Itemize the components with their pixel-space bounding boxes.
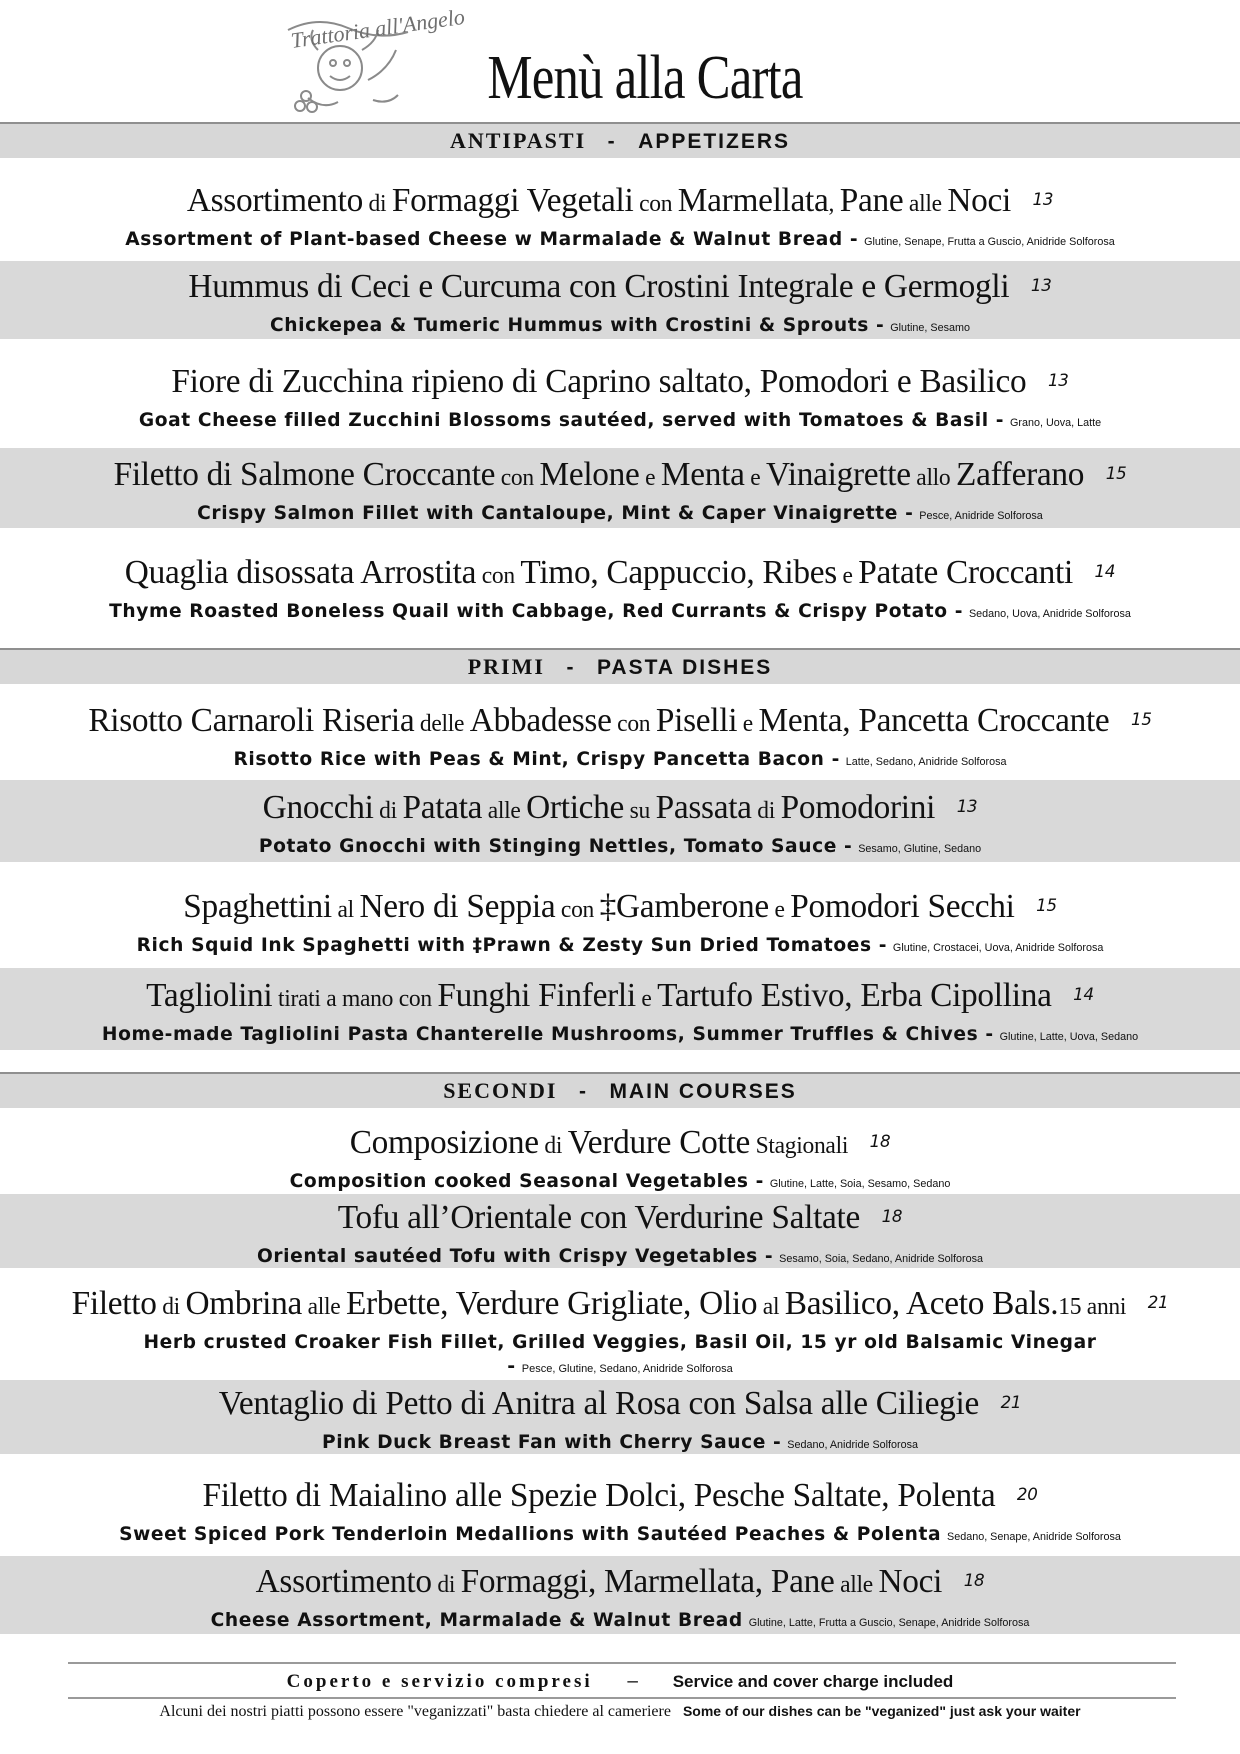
dish-name-part: Ombrina (185, 1285, 302, 1322)
dish-name-part: Piselli (655, 702, 738, 739)
dish-name-en (12, 226, 1228, 255)
dish-name-part: Pomodori Secchi (790, 888, 1015, 925)
dish-name-part: Assortimento (255, 1563, 432, 1600)
dish-description-en: Sweet Spiced Pork Tenderloin Medallions with Sautéed Peaches & Polenta (119, 1523, 942, 1545)
dish-name-part: Pane (839, 182, 904, 219)
dish-name-part: alle (903, 191, 948, 217)
dish-item (0, 968, 1240, 1050)
dish-description-en: Potato Gnocchi with Stinging Nettles, Tomato Sauce - (258, 835, 853, 857)
dish-name-en (12, 932, 1228, 961)
dish-item (0, 1556, 1240, 1634)
dish-name-it (12, 261, 1228, 312)
dish-name-part: Timo, Cappuccio, Ribes (520, 554, 837, 591)
dish-allergens: Sesamo, Soia, Sedano, Anidride Solforosa (779, 1253, 984, 1265)
dish-price: 15 (1131, 710, 1152, 730)
dish-name-en (12, 1607, 1228, 1636)
dish-name-it (12, 968, 1228, 1021)
dish-name-part: tirati a mano con (272, 986, 438, 1012)
dish-name-part: Menta, Pancetta Croccante (758, 702, 1110, 739)
dish-name-it (12, 546, 1228, 598)
dish-name-part: Filetto di Salmone Croccante (113, 456, 496, 493)
dish-name-part: al (757, 1294, 785, 1320)
dish-name-en (12, 407, 1228, 436)
dish-price: 15 (1036, 896, 1057, 916)
dish-name-it (12, 1194, 1228, 1243)
dish-name-part: Fiore di Zucchina ripieno di Caprino saltato, Pomodori e Basilico (171, 363, 1027, 400)
dish-price: 21 (1147, 1293, 1169, 1313)
dish-name-part: Pomodorini (780, 789, 936, 826)
section-title-it: ANTIPASTI (449, 128, 587, 153)
dish-description-en: Risotto Rice with Peas & Mint, Crispy Pancetta Bacon - (233, 748, 840, 770)
dish-name-en (12, 598, 1228, 627)
dish-name-it (12, 1380, 1228, 1429)
dish-name-en (12, 1243, 1228, 1272)
dish-name-part: con (476, 563, 521, 589)
dish-name-en (12, 1329, 1228, 1355)
dish-name-part: Tofu all’Orientale con Verdurine Saltate (337, 1199, 861, 1236)
dish-allergens: Sesamo, Glutine, Sedano (858, 843, 982, 855)
dish-name-it (12, 448, 1228, 500)
dish-name-part: 15 anni (1058, 1294, 1127, 1320)
section-title-it: PRIMI (467, 654, 545, 679)
dish-description-en: Assortment of Plant-based Cheese w Marmalade & Walnut Bread - (125, 228, 859, 250)
dish-name-it (12, 356, 1228, 407)
dish-description-en: Crispy Salmon Fillet with Cantaloupe, Mint & Caper Vinaigrette - (197, 502, 914, 524)
dish-description-en: Home-made Tagliolini Pasta Chanterelle Mushrooms, Summer Truffles & Chives - (101, 1023, 994, 1045)
dish-item (0, 546, 1240, 626)
dish-name-part: Menta (660, 456, 745, 493)
dish-name-en (12, 1429, 1228, 1458)
dish-name-it (12, 1118, 1228, 1168)
dish-description-en: Chickepea & Tumeric Hummus with Crostini & Sprouts - (270, 314, 885, 336)
dish-allergens: Glutine, Latte, Frutta a Guscio, Senape, Anidride Solforosa (748, 1617, 1030, 1629)
dish-name-en (12, 746, 1228, 775)
dish-name-part: alle (482, 798, 527, 824)
dish-name-part: Abbadesse (469, 702, 612, 739)
dish-name-part: e (744, 465, 766, 491)
dish-price: 13 (956, 797, 978, 817)
dish-allergens: Glutine, Senape, Frutta a Guscio, Anidride Solforosa (864, 236, 1115, 248)
dish-description-en: Thyme Roasted Boneless Quail with Cabbage, Red Currants & Crispy Potato - (109, 600, 964, 622)
dish-name-part: con (495, 465, 540, 491)
dish-price: 15 (1105, 464, 1127, 484)
dish-name-part: di (362, 191, 392, 217)
dish-description-en: Rich Squid Ink Spaghetti with ‡Prawn & Zesty Sun Dried Tomatoes - (136, 934, 888, 956)
dish-item (0, 356, 1240, 434)
dish-name-part: di (431, 1572, 461, 1598)
dish-price: 13 (1047, 371, 1069, 391)
dish-name-part: Gnocchi (262, 789, 374, 826)
dish-item (0, 174, 1240, 254)
dish-name-part: Formaggi Vegetali (391, 182, 634, 219)
dish-name-en (12, 500, 1228, 529)
dish-name-part: Patate Croccanti (858, 554, 1073, 591)
dish-name-it (12, 1280, 1228, 1329)
section-header-secondi: SECONDI - MAIN COURSES (0, 1072, 1240, 1108)
section-title-en: APPETIZERS (638, 130, 791, 153)
dish-allergens: Glutine, Sesamo (890, 322, 970, 334)
section-header-antipasti: ANTIPASTI - APPETIZERS (0, 122, 1240, 158)
page-title: Menù alla Carta (487, 44, 803, 112)
dish-item (0, 1380, 1240, 1454)
dish-name-part: di (751, 798, 781, 824)
dish-name-part: Noci (878, 1563, 943, 1600)
dish-name-it (12, 880, 1228, 932)
footer-divider (68, 1697, 1176, 1699)
dish-name-part: Tartufo Estivo, Erba Cipollina (657, 977, 1052, 1014)
dish-name-en-continued (0, 1355, 1240, 1380)
dish-description-en: Cheese Assortment, Marmalade & Walnut Bread (210, 1609, 743, 1631)
dish-name-it (12, 694, 1228, 746)
dish-name-part: Marmellata (677, 182, 829, 219)
dish-allergens: Pesce, Anidride Solforosa (919, 510, 1043, 522)
dish-price: 14 (1094, 562, 1116, 582)
dish-allergens: Grano, Uova, Latte (1010, 417, 1102, 429)
dish-allergens: Glutine, Latte, Soia, Sesamo, Sedano (769, 1178, 951, 1190)
footer-service-note: Coperto e servizio compresi – Service and cover charge included (286, 1671, 954, 1692)
dish-name-part: Spaghettini (183, 888, 332, 925)
dish-price: 18 (881, 1207, 903, 1227)
dish-price: 20 (1016, 1485, 1038, 1505)
dish-name-part: di (538, 1133, 568, 1159)
dish-name-part: con (633, 191, 678, 217)
dish-name-part: alle (301, 1294, 346, 1320)
dish-allergens: Glutine, Crostacei, Uova, Anidride Solforosa (892, 942, 1104, 954)
dish-name-part: Funghi Finferli (437, 977, 636, 1014)
dish-item (0, 1118, 1240, 1194)
dish-name-part: Composizione (349, 1124, 539, 1161)
footer-divider (68, 1662, 1176, 1664)
dish-allergens: Pesce, Glutine, Sedano, Anidride Solforosa (521, 1363, 733, 1375)
dish-allergens: Glutine, Latte, Uova, Sedano (999, 1031, 1139, 1043)
dish-item (0, 1470, 1240, 1548)
trattoria-logo (278, 3, 467, 120)
dish-name-part: Assortimento (186, 182, 363, 219)
section-title-en: MAIN COURSES (609, 1080, 797, 1103)
dish-name-part: Quaglia disossata Arrostita (124, 554, 477, 591)
dish-name-part: al (331, 897, 360, 923)
dish-item (0, 880, 1240, 960)
dish-item (0, 261, 1240, 339)
dish-name-en (12, 1168, 1228, 1197)
dish-allergens: Sedano, Uova, Anidride Solforosa (968, 608, 1131, 620)
dish-price: 13 (1030, 276, 1052, 296)
dish-description-en: Composition cooked Seasonal Vegetables - (289, 1170, 764, 1192)
dish-name-part: e (639, 465, 661, 491)
dish-name-part: Filetto (71, 1285, 157, 1322)
dish-name-part: su (624, 798, 656, 824)
dish-name-part: di (373, 798, 403, 824)
dish-name-it (12, 780, 1228, 833)
dish-name-part: Erbette, Verdure Grigliate, Olio (345, 1285, 758, 1322)
section-header-primi: PRIMI - PASTA DISHES (0, 648, 1240, 684)
dish-name-en (12, 1021, 1228, 1050)
dish-name-it (12, 174, 1228, 226)
dish-item (0, 1194, 1240, 1268)
dish-price: 18 (963, 1571, 985, 1591)
section-title-it: SECONDI (443, 1078, 558, 1103)
dish-name-part: Formaggi, Marmellata, Pane (460, 1563, 835, 1600)
dish-description-en: Herb crusted Croaker Fish Fillet, Grilled Veggies, Basil Oil, 15 yr old Balsamic Vinegar (143, 1331, 1097, 1353)
dish-name-part: Melone (539, 456, 640, 493)
footer-vegan-note: Alcuni dei nostri piatti possono essere "veganizzati" basta chiedere al cameriere Some of our dishes can be "veganized" just ask your waiter (159, 1703, 1081, 1720)
dish-name-part: Verdure Cotte (567, 1124, 750, 1161)
dish-name-en (12, 1521, 1228, 1550)
dish-name-en (12, 833, 1228, 862)
dish-description-en: Goat Cheese filled Zucchini Blossoms sautéed, served with Tomatoes & Basil - (138, 409, 1005, 431)
dish-allergens: Latte, Sedano, Anidride Solforosa (845, 756, 1007, 768)
dish-price: 13 (1032, 190, 1054, 210)
dish-description-en: Oriental sautéed Tofu with Crispy Vegetables - (256, 1245, 774, 1267)
dish-name-part: e (836, 563, 859, 589)
dish-name-part: Ortiche (526, 789, 625, 826)
dish-name-part: Zafferano (956, 456, 1085, 493)
dish-name-it (12, 1470, 1228, 1521)
dish-name-part: Patata (402, 789, 483, 826)
dish-name-part: alle (834, 1572, 879, 1598)
dish-name-part: di (156, 1294, 186, 1320)
dish-name-part: Ventaglio di Petto di Anitra al Rosa con Salsa alle Ciliegie (218, 1385, 979, 1422)
dish-allergens: Sedano, Anidride Solforosa (787, 1439, 919, 1451)
dish-name-part: e (768, 897, 791, 923)
dish-name-en (12, 312, 1228, 341)
dish-name-part: Passata (655, 789, 752, 826)
dish-name-part: Noci (947, 182, 1011, 219)
dish-name-part: Nero di Seppia (359, 888, 556, 925)
dish-item (0, 780, 1240, 862)
section-title-en: PASTA DISHES (596, 656, 773, 679)
dish-name-it (12, 1556, 1228, 1607)
dish-name-part: e (635, 986, 658, 1012)
dish-name-part: ‡Gamberone (599, 888, 769, 925)
dish-item (0, 448, 1240, 528)
dish-name-part: allo (910, 465, 957, 491)
dish-name-part: Tagliolini (146, 977, 273, 1014)
dish-price: 14 (1073, 985, 1094, 1005)
dish-price: 21 (1000, 1393, 1022, 1413)
dish-name-part: Vinaigrette (765, 456, 911, 493)
dish-name-part: Hummus di Ceci e Curcuma con Crostini Integrale e Germogli (188, 268, 1010, 305)
dish-item (0, 1280, 1240, 1380)
dish-name-part: Basilico, Aceto Bals. (784, 1285, 1059, 1322)
dish-name-part: , (828, 191, 840, 217)
dish-name-part: Filetto di Maialino alle Spezie Dolci, Pesche Saltate, Polenta (202, 1477, 996, 1514)
dish-description-en-dash: - (507, 1355, 516, 1377)
dish-allergens: Sedano, Senape, Anidride Solforosa (946, 1531, 1121, 1543)
dish-price: 18 (869, 1132, 891, 1152)
dish-item (0, 694, 1240, 774)
dish-name-part: con (611, 711, 656, 737)
menu-header (0, 0, 1240, 122)
dish-name-part: e (737, 711, 759, 737)
dish-description-en: Pink Duck Breast Fan with Cherry Sauce - (321, 1431, 782, 1453)
dish-name-part: Risotto Carnaroli Riseria (88, 702, 415, 739)
dish-name-part: delle (414, 711, 470, 737)
svg-text:Trattoria all'Angelo: Trattoria all'Angelo (289, 3, 467, 53)
dish-name-part: con (555, 897, 600, 923)
dish-name-part: Stagionali (749, 1133, 849, 1159)
